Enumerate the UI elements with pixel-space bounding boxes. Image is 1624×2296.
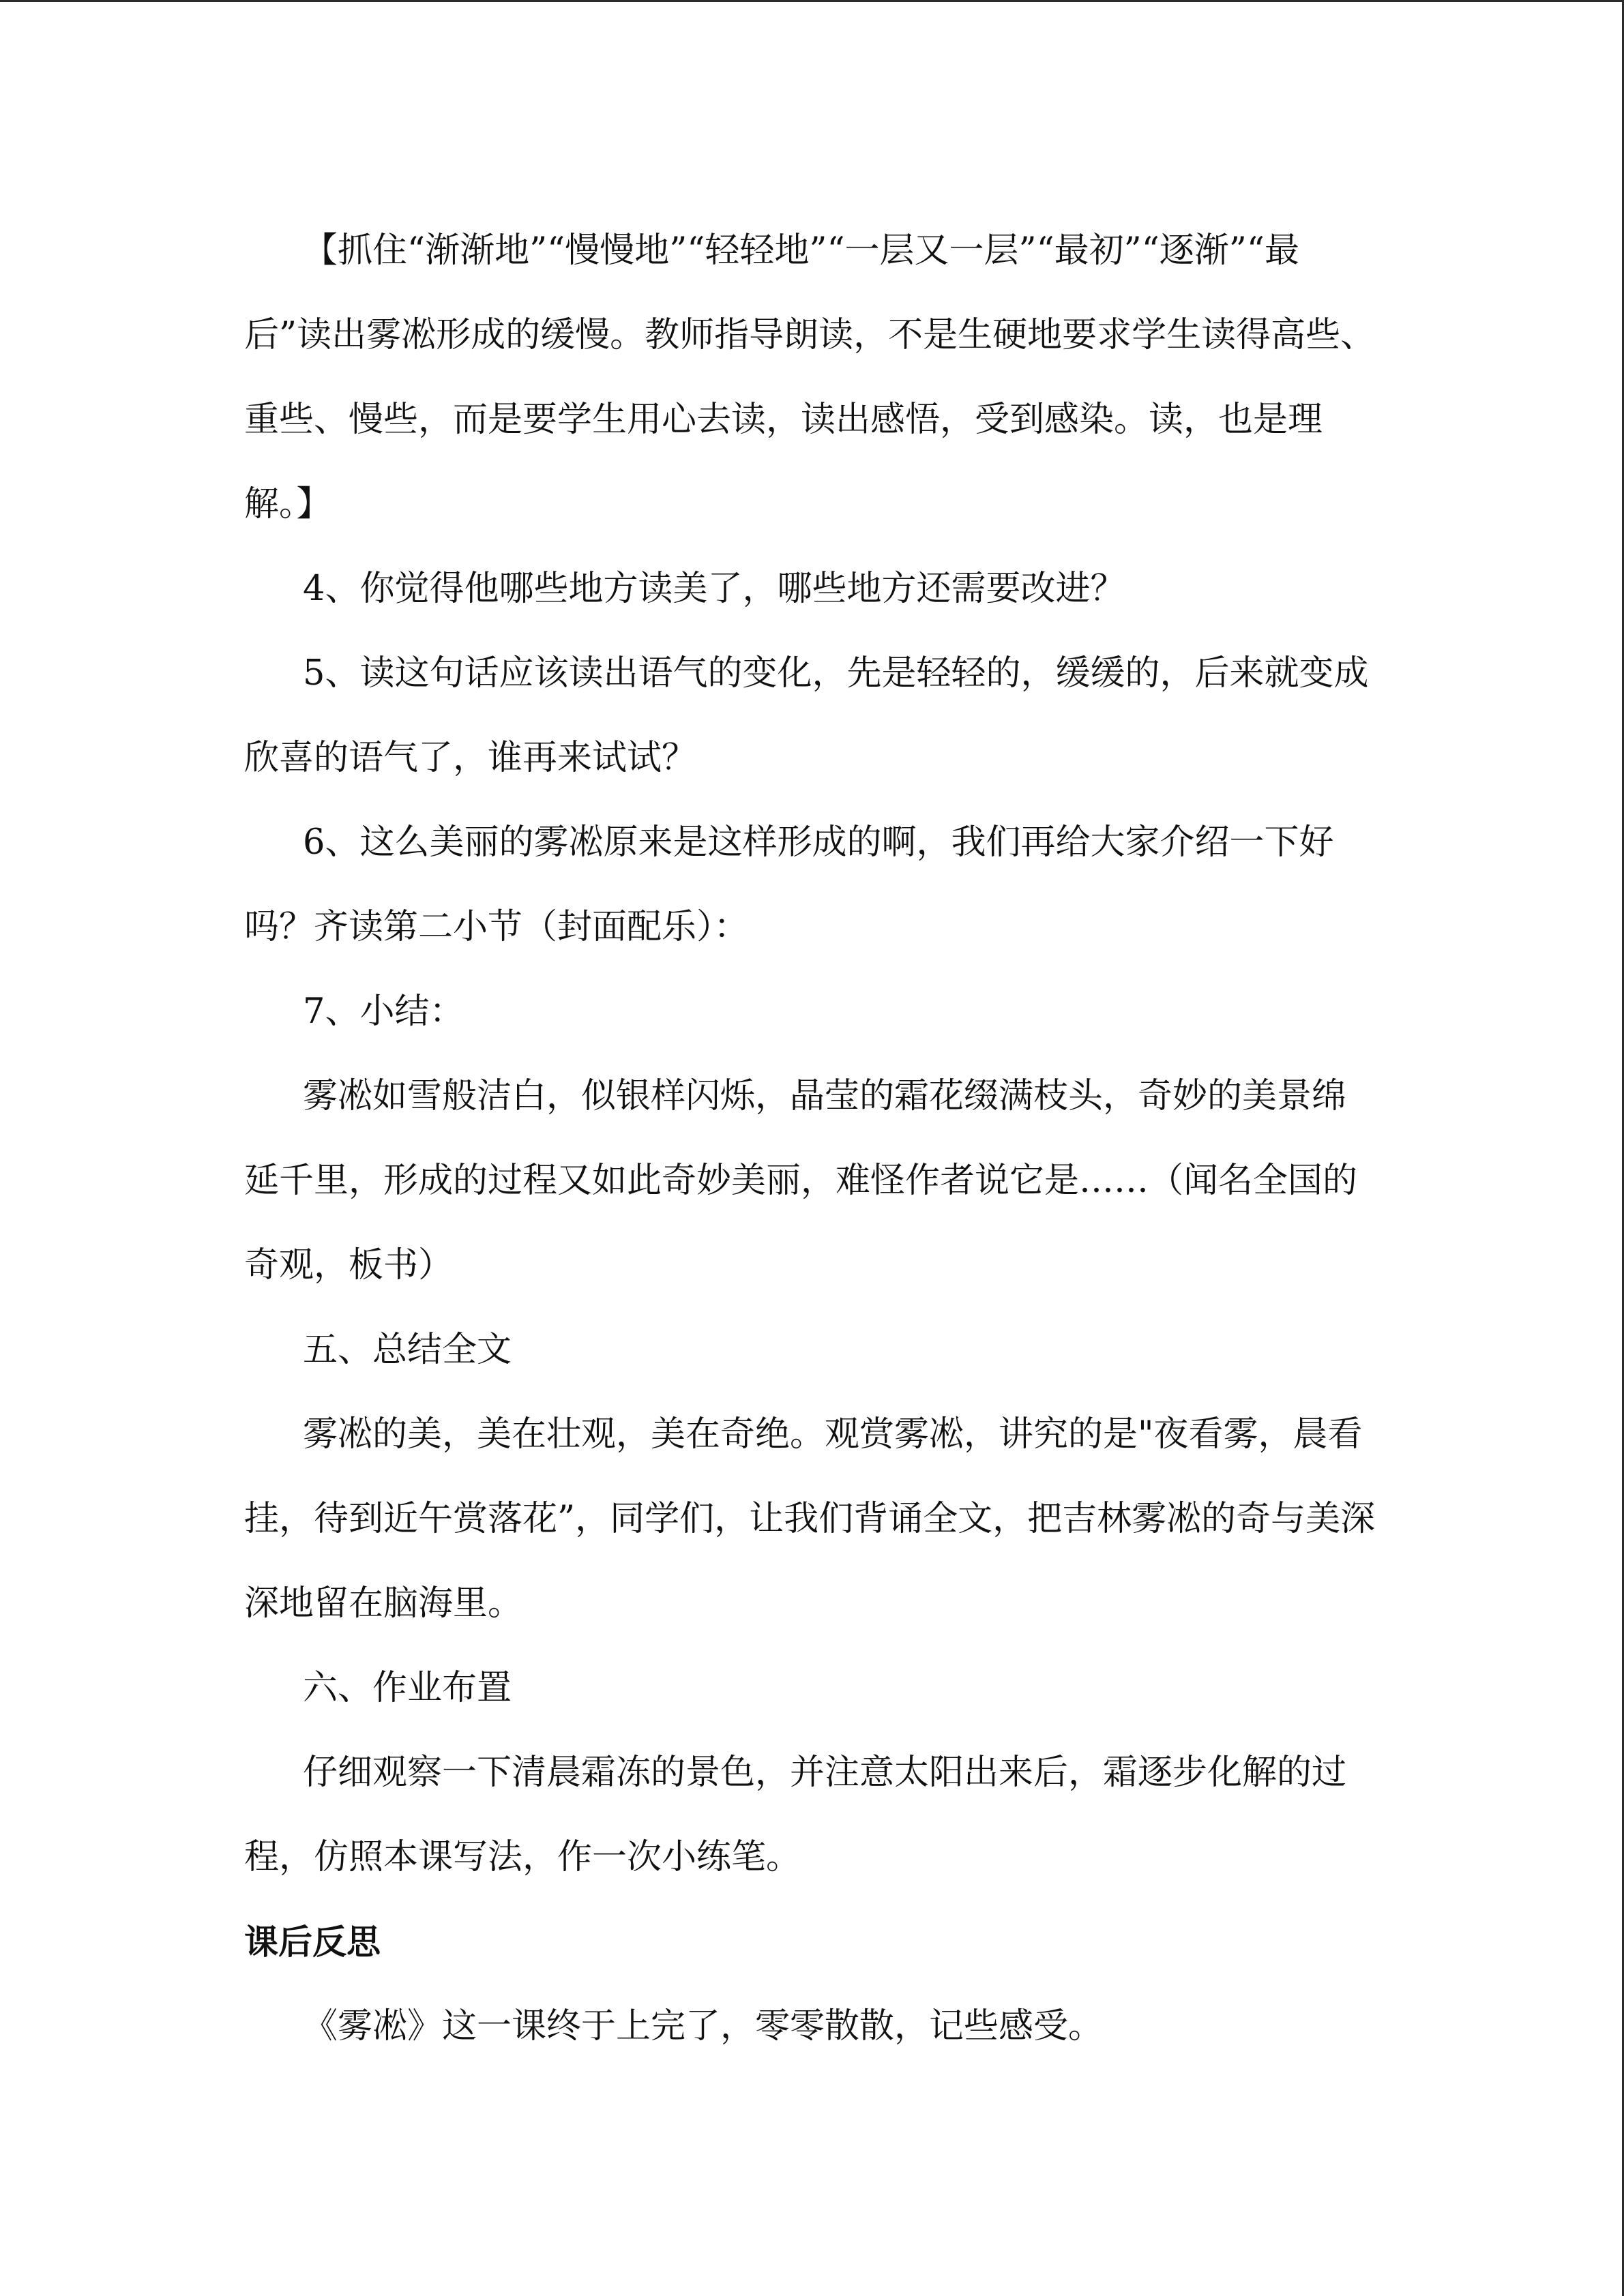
section-five-heading: 五、总结全文	[303, 1330, 512, 1370]
question-4: 4、你觉得他哪些地方读美了，哪些地方还需要改进？	[303, 569, 1125, 609]
summary-label: 7、小结：	[303, 992, 464, 1032]
section-five-paragraph: 雾凇的美，美在壮观，美在奇绝。观赏雾凇，讲究的是"夜看雾，晨看挂，待到近午赏落花”，同学们，让我们背诵全文，把吉林雾凇的奇与美深深地留在脑海里。	[244, 1414, 1376, 1624]
summary-paragraph: 雾凇如雪般洁白，似银样闪烁，晶莹的霜花缀满枝头，奇妙的美景绵延千里，形成的过程又如此奇妙美丽，难怪作者说它是……（闻名全国的奇观，板书）	[244, 1076, 1358, 1285]
document-page	[244, 209, 1376, 2069]
section-six-heading: 六、作业布置	[303, 1668, 512, 1708]
question-6: 6、这么美丽的雾凇原来是这样形成的啊，我们再给大家介绍一下好吗？齐读第二小节（封面配乐）：	[244, 822, 1334, 947]
reading-guidance-paragraph: 【抓住“渐渐地”“慢慢地”“轻轻地”“一层又一层”“最初”“逐渐”“最后”读出雾凇形成的缓慢。教师指导朗读，不是生硬地要求学生读得高些、重些、慢些，而是要学生用心去读，读出感悟，受到感染。读，也是理解。】	[244, 230, 1376, 524]
question-5: 5、读这句话应该读出语气的变化，先是轻轻的，缓缓的，后来就变成欣喜的语气了，谁再来试试？	[244, 653, 1369, 778]
page-top-border	[0, 0, 1624, 2]
homework-paragraph: 仔细观察一下清晨霜冻的景色，并注意太阳出来后，霜逐步化解的过程，仿照本课写法，作一次小练笔。	[244, 1753, 1347, 1877]
reflection-heading: 课后反思	[244, 1922, 381, 1962]
reflection-paragraph: 《雾凇》这一课终于上完了，零零散散，记些感受。	[303, 2006, 1104, 2046]
